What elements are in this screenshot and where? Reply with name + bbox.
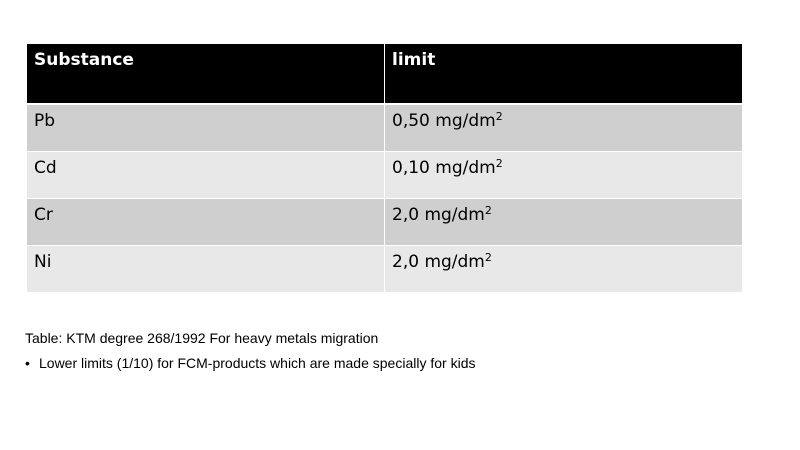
substance-cell: Pb xyxy=(27,105,384,152)
bullet-marker: • xyxy=(25,355,30,371)
header-limit: limit xyxy=(384,44,742,105)
limit-value: 0,10 mg/dm xyxy=(392,158,496,178)
bullet-text: Lower limits (1/10) for FCM-products which are made specially for kids xyxy=(39,355,476,371)
table-row xyxy=(27,199,742,246)
limit-cell xyxy=(384,105,742,152)
substance-cell: Ni xyxy=(27,246,384,293)
table-row xyxy=(27,246,742,293)
list-item xyxy=(25,355,475,371)
limit-value: 2,0 mg/dm xyxy=(392,205,485,225)
limits-table xyxy=(27,44,742,293)
table-caption: Table: KTM degree 268/1992 For heavy metals migration xyxy=(25,330,379,346)
limit-cell xyxy=(384,152,742,199)
table-row xyxy=(27,105,742,152)
unit-exponent: 2 xyxy=(495,110,503,123)
bullet-list xyxy=(25,355,475,371)
table-row xyxy=(27,152,742,199)
limit-value: 0,50 mg/dm xyxy=(392,111,496,131)
substance-cell: Cr xyxy=(27,199,384,246)
table-header-row xyxy=(27,44,742,105)
limit-value: 2,0 mg/dm xyxy=(392,252,485,272)
limit-cell xyxy=(384,199,742,246)
unit-exponent: 2 xyxy=(495,157,503,170)
limit-cell xyxy=(384,246,742,293)
unit-exponent: 2 xyxy=(484,251,492,264)
header-substance: Substance xyxy=(27,44,384,105)
substance-cell: Cd xyxy=(27,152,384,199)
unit-exponent: 2 xyxy=(484,204,492,217)
